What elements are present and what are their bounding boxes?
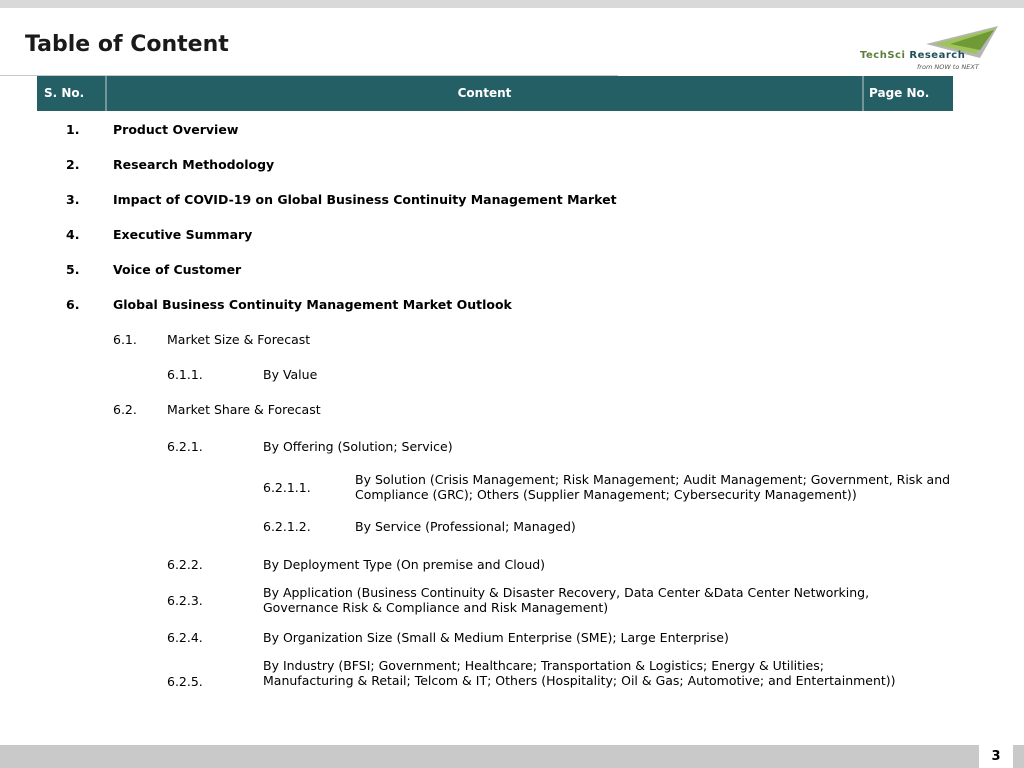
toc-item-text: By Application (Business Continuity & Disaster Recovery, Data Center &Data Center Networking, Governance Risk & Compliance and Risk Management) (263, 585, 870, 615)
toc-item-number: 6.2.5. (167, 674, 203, 689)
toc-item-text: By Service (Professional; Managed) (355, 519, 576, 534)
toc-item-number: 3. (66, 192, 80, 207)
toc-item-text: By Value (263, 367, 318, 382)
toc-item-number: 5. (66, 262, 80, 277)
toc-item-number: 4. (66, 227, 80, 242)
toc-item-text: Research Methodology (113, 157, 275, 172)
page-title: Table of Content (25, 32, 229, 57)
toc-item-number: 6.2.1.1. (263, 480, 311, 495)
toc-item-number: 1. (66, 122, 80, 137)
toc-item-text: Impact of COVID-19 on Global Business Continuity Management Market (113, 192, 617, 207)
toc-item-text: By Industry (BFSI; Government; Healthcare; Transportation & Logistics; Energy & Utilities; Manufacturing & Retail; Telcom & IT; Others (Hospitality; Oil & Gas; Automotive; and Entertainment)) (263, 658, 896, 688)
toc-item-text: Voice of Customer (113, 262, 242, 277)
header-separator (862, 76, 864, 111)
toc-item-number: 6.2. (113, 402, 137, 417)
toc-item-text: By Offering (Solution; Service) (263, 439, 453, 454)
toc-item-number: 6.2.1.2. (263, 519, 311, 534)
toc-item-text: Executive Summary (113, 227, 253, 242)
logo-tagline: from NOW to NEXT (917, 63, 979, 71)
top-decor-bar (0, 0, 1024, 8)
toc-item-text: By Solution (Crisis Management; Risk Management; Audit Management; Government, Risk and Compliance (GRC); Others (Supplier Management; Cybersecurity Management)) (355, 472, 951, 502)
header-content: Content (457, 86, 512, 100)
toc-item-number: 6.1. (113, 332, 137, 347)
logo-name-part2: Research (909, 50, 966, 61)
toc-item-text: Market Size & Forecast (167, 332, 311, 347)
toc-item-text: Product Overview (113, 122, 239, 137)
logo-wordmark (860, 50, 965, 61)
toc-item-text: Market Share & Forecast (167, 402, 321, 417)
toc-item-number: 6.1.1. (167, 367, 203, 382)
table-header (37, 76, 953, 111)
toc-item-number: 6.2.2. (167, 557, 203, 572)
logo-name-part1: TechSci (860, 50, 906, 61)
toc-item-text: Global Business Continuity Management Market Outlook (113, 297, 512, 312)
toc-item-number: 2. (66, 157, 80, 172)
toc-item-text: By Organization Size (Small & Medium Enterprise (SME); Large Enterprise) (263, 630, 729, 645)
toc-item-number: 6.2.1. (167, 439, 203, 454)
toc-item-text: By Deployment Type (On premise and Cloud) (263, 557, 546, 572)
toc-item-number: 6.2.4. (167, 630, 203, 645)
page-number-box (979, 745, 1013, 768)
bottom-decor-bar (0, 745, 1024, 768)
toc-item-number: 6.2.3. (167, 593, 203, 608)
techsci-logo (856, 24, 1000, 74)
toc-item-number: 6. (66, 297, 80, 312)
header-page-no: Page No. (869, 86, 930, 100)
header-sno: S. No. (44, 86, 85, 100)
page-number: 3 (991, 749, 1001, 764)
